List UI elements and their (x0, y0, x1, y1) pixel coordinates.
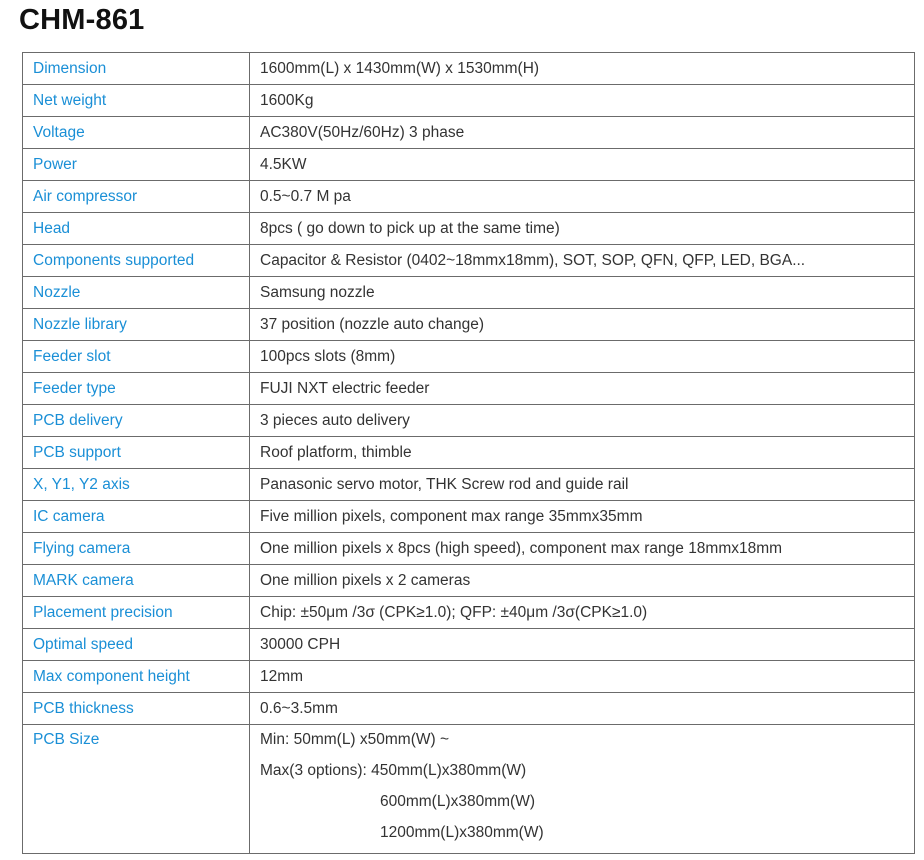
spec-label: X, Y1, Y2 axis (23, 469, 250, 501)
spec-label: Net weight (23, 85, 250, 117)
spec-value: Samsung nozzle (250, 277, 915, 309)
spec-value: 3 pieces auto delivery (250, 405, 915, 437)
spec-label: Nozzle library (23, 309, 250, 341)
spec-label: Max component height (23, 661, 250, 693)
table-row (23, 405, 915, 437)
spec-value: 8pcs ( go down to pick up at the same time) (250, 213, 915, 245)
spec-value: One million pixels x 2 cameras (250, 565, 915, 597)
table-row (23, 341, 915, 373)
spec-value: 1600mm(L) x 1430mm(W) x 1530mm(H) (250, 53, 915, 85)
spec-label: Optimal speed (23, 629, 250, 661)
spec-label: Power (23, 149, 250, 181)
spec-value: Chip: ±50μm /3σ (CPK≥1.0); QFP: ±40μm /3σ(CPK≥1.0) (250, 597, 915, 629)
pcb-size-option-line: 1200mm(L)x380mm(W) (380, 824, 544, 841)
spec-label: MARK camera (23, 565, 250, 597)
spec-value: 0.6~3.5mm (250, 693, 915, 725)
table-row (23, 469, 915, 501)
spec-value: AC380V(50Hz/60Hz) 3 phase (250, 117, 915, 149)
spec-label: Flying camera (23, 533, 250, 565)
spec-value: 1600Kg (250, 85, 915, 117)
spec-value: One million pixels x 8pcs (high speed), component max range 18mmx18mm (250, 533, 915, 565)
spec-label: Air compressor (23, 181, 250, 213)
pcb-size-min-line: Min: 50mm(L) x50mm(W) ~ (260, 731, 450, 748)
table-row (23, 533, 915, 565)
page-title: CHM-861 (19, 4, 145, 36)
table-row (23, 629, 915, 661)
spec-label: PCB Size (23, 725, 250, 854)
spec-label: Components supported (23, 245, 250, 277)
spec-label: PCB thickness (23, 693, 250, 725)
spec-label: Dimension (23, 53, 250, 85)
table-row (23, 597, 915, 629)
spec-label: PCB delivery (23, 405, 250, 437)
spec-table (22, 52, 915, 854)
spec-label: PCB support (23, 437, 250, 469)
spec-value: Roof platform, thimble (250, 437, 915, 469)
spec-label: Voltage (23, 117, 250, 149)
table-row-pcb-size (23, 725, 915, 854)
table-row (23, 277, 915, 309)
spec-table-body (23, 53, 915, 854)
spec-value: 30000 CPH (250, 629, 915, 661)
table-row (23, 149, 915, 181)
spec-label: Feeder slot (23, 341, 250, 373)
table-row (23, 373, 915, 405)
spec-value: 37 position (nozzle auto change) (250, 309, 915, 341)
spec-label: Placement precision (23, 597, 250, 629)
spec-value: 12mm (250, 661, 915, 693)
table-row (23, 661, 915, 693)
spec-value-multiline (250, 725, 915, 854)
table-row (23, 501, 915, 533)
spec-value: FUJI NXT electric feeder (250, 373, 915, 405)
table-row (23, 693, 915, 725)
spec-value: Five million pixels, component max range 35mmx35mm (250, 501, 915, 533)
table-row (23, 309, 915, 341)
table-row (23, 565, 915, 597)
table-row (23, 85, 915, 117)
spec-value: 4.5KW (250, 149, 915, 181)
table-row (23, 245, 915, 277)
table-row (23, 117, 915, 149)
spec-label: IC camera (23, 501, 250, 533)
spec-label: Head (23, 213, 250, 245)
spec-label: Feeder type (23, 373, 250, 405)
table-row (23, 213, 915, 245)
spec-label: Nozzle (23, 277, 250, 309)
pcb-size-option-line: 600mm(L)x380mm(W) (380, 793, 536, 810)
pcb-size-max-line: Max(3 options): 450mm(L)x380mm(W) (260, 762, 527, 779)
table-row (23, 53, 915, 85)
spec-value: Capacitor & Resistor (0402~18mmx18mm), SOT, SOP, QFN, QFP, LED, BGA... (250, 245, 915, 277)
table-row (23, 437, 915, 469)
spec-value: 100pcs slots (8mm) (250, 341, 915, 373)
table-row (23, 181, 915, 213)
spec-value: Panasonic servo motor, THK Screw rod and guide rail (250, 469, 915, 501)
spec-value: 0.5~0.7 M pa (250, 181, 915, 213)
